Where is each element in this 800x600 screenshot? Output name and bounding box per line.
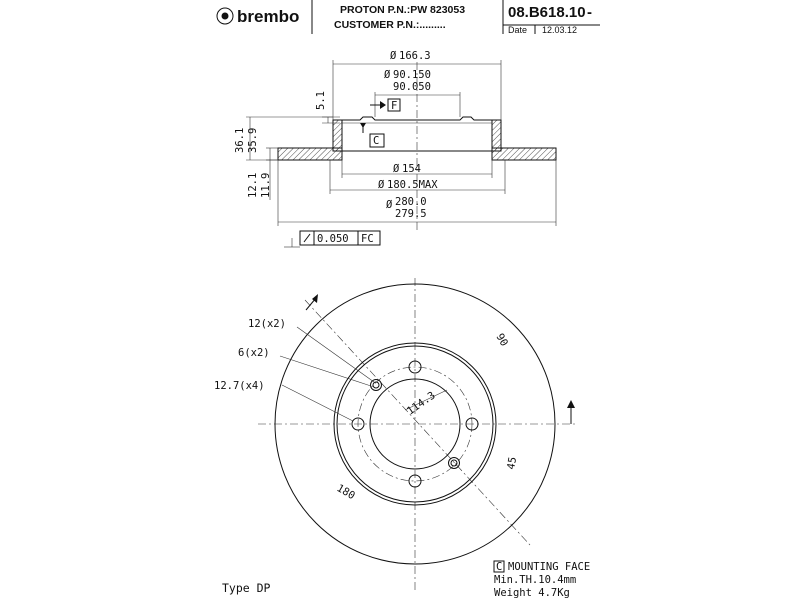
runout-tolerance-frame <box>284 231 380 247</box>
dim-thickness-upper: 12.1 <box>247 172 259 198</box>
customer-part-number: CUSTOMER P.N.:......... <box>334 19 446 31</box>
type-note: Type DP <box>222 581 271 595</box>
part-number-suffix: - <box>587 4 592 21</box>
label-angle-180: 180 <box>334 482 357 503</box>
dim-disc-diameter-lower: 279.5 <box>395 208 427 220</box>
brembo-logo <box>217 7 299 26</box>
proton-part-number: PROTON P.N.:PW 823053 <box>340 4 466 16</box>
right-hat-wall <box>492 120 501 151</box>
date-value: 12.03.12 <box>542 25 578 35</box>
dim-disc-diameter-symbol: Ø <box>386 199 393 211</box>
dim-inner-diameter: 154 <box>402 163 421 175</box>
runout-datum-ref: FC <box>361 233 374 245</box>
label-angle-45: 45 <box>505 455 520 471</box>
date-label: Date <box>508 25 528 35</box>
brand-name: brembo <box>237 7 300 26</box>
section-view <box>234 50 556 247</box>
dim-center-bore-symbol: Ø <box>384 69 391 81</box>
mounting-key: C <box>496 561 503 573</box>
dim-total-height-lower: 35.9 <box>247 127 259 153</box>
direction-arrow-icon <box>567 400 575 408</box>
left-hat-wall <box>333 120 342 151</box>
dim-center-bore-lower: 90.050 <box>393 81 431 93</box>
dim-disc-diameter-upper: 280.0 <box>395 196 427 208</box>
runout-value: 0.050 <box>317 233 349 245</box>
notes-block <box>222 561 590 599</box>
label-holes-6: 6(x2) <box>238 347 270 359</box>
dim-center-bore-upper: 90.150 <box>393 69 431 81</box>
datum-f: F <box>391 100 398 112</box>
small-hole-lower-right <box>449 458 460 469</box>
datum-c: C <box>373 135 380 147</box>
left-disc-flange <box>278 148 342 160</box>
dim-max-diameter-symbol: Ø <box>378 179 385 191</box>
dim-total-height-upper: 36.1 <box>234 127 246 153</box>
small-hole-upper-left <box>371 380 382 391</box>
label-holes-12: 12(x2) <box>248 318 286 330</box>
title-block <box>217 0 600 35</box>
right-disc-flange <box>492 148 556 160</box>
dim-hub-outer-diameter-symbol: Ø <box>390 50 397 62</box>
label-angle-90: 90 <box>493 331 511 349</box>
label-pcd: 114.3 <box>404 389 438 418</box>
min-thickness-note: Min.TH.10.4mm <box>494 574 577 586</box>
part-number: 08.B618.10 <box>508 4 586 21</box>
label-holes-12-7: 12.7(x4) <box>214 380 265 392</box>
dim-max-diameter: 180.5MAX <box>387 179 438 191</box>
dim-inner-diameter-symbol: Ø <box>393 163 400 175</box>
mounting-face-note: MOUNTING FACE <box>508 561 591 573</box>
dim-thickness-lower: 11.9 <box>260 172 272 198</box>
plan-view <box>214 278 575 590</box>
dim-hub-outer-diameter: 166.3 <box>399 50 431 62</box>
weight-note: Weight 4.7Kg <box>494 587 570 599</box>
dim-hat-step: 5.1 <box>315 91 327 110</box>
runout-symbol-icon <box>304 234 310 242</box>
